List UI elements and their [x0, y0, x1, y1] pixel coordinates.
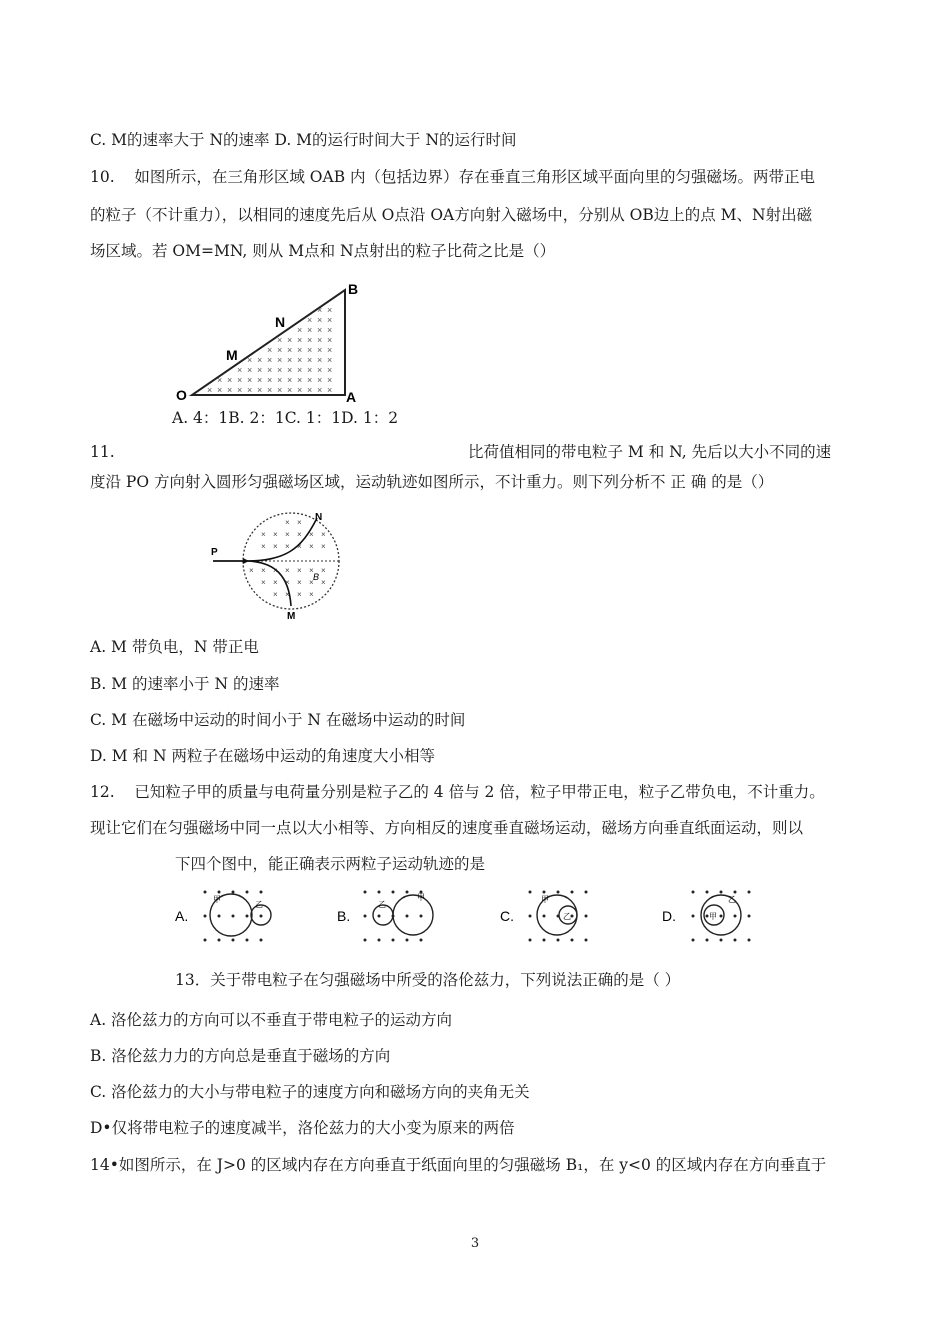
- q11-field-cross: ×: [249, 566, 254, 575]
- q10-field-cross: ×: [287, 375, 293, 385]
- q12-field-dot: [706, 939, 709, 942]
- q12-a-label-jia: 甲: [213, 895, 221, 904]
- q10-field-cross: ×: [267, 385, 273, 395]
- q12-b-jia-orbit: [393, 895, 433, 935]
- q10-field-cross: ×: [267, 345, 273, 355]
- q10-line2: 的粒子（不计重力），以相同的速度先后从 O点沿 OA方向射入磁场中，分别从 OB边上的点 M、N射出磁: [90, 206, 813, 224]
- q11-label-m: M: [287, 611, 296, 622]
- q12-field-dot: [232, 891, 235, 894]
- q11-line1: 比荷值相同的带电粒子 M 和 N, 先后以大小不同的速: [468, 443, 832, 461]
- q11-field-cross: ×: [285, 542, 290, 551]
- page-number: 3: [470, 1236, 480, 1251]
- q10-field-cross: ×: [277, 355, 283, 365]
- q10-field-cross: ×: [237, 365, 243, 375]
- q11-label-b: B: [313, 572, 320, 582]
- q11-circle-figure: [205, 508, 345, 623]
- q10-field-cross: ×: [287, 365, 293, 375]
- q10-field-cross: ×: [287, 355, 293, 365]
- q11-field-cross: ×: [297, 518, 302, 527]
- q10-field-cross: ×: [257, 385, 263, 395]
- q11-label-p: P: [211, 547, 218, 558]
- q11-line2: 度沿 PO 方向射入圆形匀强磁场区域，运动轨迹如图所示，不计重力。则下列分析不 正 确 的是（）: [90, 473, 774, 491]
- q12-field-dot: [734, 915, 737, 918]
- q12-b-label-jia: 甲: [417, 893, 425, 902]
- q11-field-cross: ×: [309, 566, 314, 575]
- q10-stem-1: 如图所示，在三角形区域 OAB 内（包括边界）存在垂直三角形区域平面向里的匀强磁场。两带正电: [134, 168, 816, 186]
- q12-field-dot: [585, 939, 588, 942]
- q10-triangle-figure: [170, 280, 370, 402]
- q10-field-cross: ×: [307, 375, 313, 385]
- q13-option-c: C. 洛伦兹力的大小与带电粒子的速度方向和磁场方向的夹角无关: [90, 1083, 530, 1101]
- q10-field-cross: ×: [327, 385, 333, 395]
- q13-stem: 13．关于带电粒子在匀强磁场中所受的洛伦兹力，下列说法正确的是（ ）: [175, 971, 681, 989]
- q10-line1: [90, 167, 815, 187]
- q10-field-cross: ×: [327, 345, 333, 355]
- q12-b-label-yi: 乙: [378, 900, 386, 909]
- q11-field-cross: ×: [273, 530, 278, 539]
- q10-field-cross: ×: [327, 365, 333, 375]
- q10-field-cross: ×: [327, 325, 333, 335]
- q11-field-cross: ×: [261, 566, 266, 575]
- q12-field-dot: [378, 891, 381, 894]
- q13-option-a: A. 洛伦兹力的方向可以不垂直于带电粒子的运动方向: [90, 1011, 453, 1029]
- q12-field-dot: [571, 939, 574, 942]
- q12-field-dot: [748, 915, 751, 918]
- q10-field-cross: ×: [307, 315, 313, 325]
- q12-field-dot: [246, 939, 249, 942]
- q10-field-cross: ×: [327, 355, 333, 365]
- q10-field-cross: ×: [277, 385, 283, 395]
- q12-field-dot: [585, 915, 588, 918]
- q10-field-cross: ×: [287, 385, 293, 395]
- q10-field-cross: ×: [307, 345, 313, 355]
- q12-field-dot: [218, 891, 221, 894]
- q12-field-dot: [246, 915, 249, 918]
- q11-field-cross: ×: [285, 590, 290, 599]
- q10-field-cross: ×: [307, 385, 313, 395]
- q10-label-a: A: [346, 389, 357, 402]
- q11-field-cross: ×: [309, 578, 314, 587]
- q12-number: 12.: [90, 783, 115, 801]
- q10-field-cross: ×: [297, 375, 303, 385]
- q12-field-dot: [529, 891, 532, 894]
- q10-field-cross: ×: [237, 385, 243, 395]
- q10-field-cross: ×: [307, 325, 313, 335]
- q11-field-cross: ×: [285, 530, 290, 539]
- q10-field-cross: ×: [327, 305, 333, 315]
- q10-field-cross: ×: [277, 335, 283, 345]
- q10-field-cross: ×: [317, 325, 323, 335]
- q10-field-cross: ×: [257, 375, 263, 385]
- q10-field-cross: ×: [247, 385, 253, 395]
- q10-field-cross: ×: [227, 375, 233, 385]
- q11-field-cross: ×: [285, 578, 290, 587]
- q11-field-cross: ×: [273, 578, 278, 587]
- q12-field-dot: [720, 891, 723, 894]
- q10-label-m: M: [226, 347, 238, 363]
- q12-field-dot: [692, 939, 695, 942]
- q10-field-cross: ×: [217, 385, 223, 395]
- q9-options-cd: C. M的速率大于 N的速率 D. M的运行时间大于 N的运行时间: [90, 131, 517, 149]
- q12-field-dot: [218, 915, 221, 918]
- q12-field-dot: [692, 891, 695, 894]
- q12-field-dot: [585, 891, 588, 894]
- q12-field-dot: [529, 939, 532, 942]
- q10-options: A. 4：1B. 2：1C. 1：1D. 1：2: [172, 409, 399, 427]
- q10-field-cross: ×: [297, 385, 303, 395]
- q11-field-cross: ×: [297, 578, 302, 587]
- q12-c-label-yi: 乙: [563, 912, 571, 921]
- q11-field-cross: ×: [309, 590, 314, 599]
- q12-d-label-yi: 乙: [728, 895, 736, 904]
- q12-field-dot: [378, 939, 381, 942]
- q12-line1: [90, 782, 825, 802]
- q11-field-cross: ×: [261, 530, 266, 539]
- q12-field-dot: [543, 891, 546, 894]
- q10-field-cross: ×: [277, 365, 283, 375]
- q11-field-cross: ×: [297, 542, 302, 551]
- q10-field-cross: ×: [317, 345, 323, 355]
- q10-field-cross: ×: [317, 375, 323, 385]
- q10-field-cross: ×: [267, 375, 273, 385]
- q12-field-dot: [246, 891, 249, 894]
- q10-field-cross: ×: [307, 355, 313, 365]
- q10-field-cross: ×: [247, 365, 253, 375]
- q12-field-dot: [748, 891, 751, 894]
- q12-field-dot: [260, 915, 263, 918]
- q12-field-dot: [720, 939, 723, 942]
- q12-field-dot: [557, 939, 560, 942]
- q12-field-dot: [204, 915, 207, 918]
- q10-label-n: N: [275, 314, 286, 330]
- q10-field-cross: ×: [227, 385, 233, 395]
- q11-trajectory-n: [245, 518, 317, 561]
- q10-label-o: O: [176, 387, 187, 402]
- q12-letter-b: B.: [337, 908, 351, 924]
- q10-field-cross: ×: [317, 355, 323, 365]
- q12-field-dot: [406, 891, 409, 894]
- q12-field-dot: [232, 915, 235, 918]
- q10-field-cross: ×: [257, 355, 263, 365]
- q11-field-cross: ×: [285, 566, 290, 575]
- q12-d-label-jia: 甲: [709, 912, 717, 921]
- q12-letter-c: C.: [500, 908, 514, 924]
- q10-field-cross: ×: [317, 315, 323, 325]
- q12-field-dot: [392, 891, 395, 894]
- q10-field-cross: ×: [317, 335, 323, 345]
- q10-field-cross: ×: [327, 335, 333, 345]
- q12-a-label-yi: 乙: [255, 900, 263, 909]
- q11-field-cross: ×: [297, 530, 302, 539]
- q12-field-dot: [232, 939, 235, 942]
- q11-field-cross: ×: [309, 530, 314, 539]
- q12-stem-1: 已知粒子甲的质量与电荷量分别是粒子乙的 4 倍与 2 倍，粒子甲带正电，粒子乙带负电，不计重力。: [134, 783, 825, 801]
- q11-label-n: N: [315, 512, 323, 523]
- q10-field-cross: ×: [247, 375, 253, 385]
- q11-field-cross: ×: [273, 542, 278, 551]
- q11-field-cross: ×: [321, 578, 326, 587]
- q10-field-cross: ×: [307, 365, 313, 375]
- q11-option-c: C. M 在磁场中运动的时间小于 N 在磁场中运动的时间: [90, 711, 466, 729]
- q11-option-a: A. M 带负电，N 带正电: [90, 638, 259, 656]
- q10-field-cross: ×: [297, 365, 303, 375]
- q10-label-b: B: [348, 281, 359, 297]
- q10-field-cross: ×: [277, 375, 283, 385]
- q12-line3: 下四个图中，能正确表示两粒子运动轨迹的是: [175, 855, 486, 873]
- q11-field-cross: ×: [321, 530, 326, 539]
- q10-field-cross: ×: [257, 365, 263, 375]
- q12-field-dot: [557, 891, 560, 894]
- q10-line3: 场区域。若 OM=MN, 则从 M点和 N点射出的粒子比荷之比是（）: [90, 242, 556, 260]
- q10-field-cross: ×: [217, 375, 223, 385]
- q12-field-dot: [748, 939, 751, 942]
- q12-letter-a: A.: [175, 908, 189, 924]
- q12-line2: 现让它们在匀强磁场中同一点以大小相等、方向相反的速度垂直磁场运动，磁场方向垂直纸面运动，则以: [90, 819, 804, 837]
- q12-field-dot: [420, 915, 423, 918]
- q10-field-cross: ×: [287, 345, 293, 355]
- q10-field-cross: ×: [307, 335, 313, 345]
- q13-option-b: B. 洛伦兹力力的方向总是垂直于磁场的方向: [90, 1047, 391, 1065]
- q12-options-figure: [165, 880, 775, 950]
- q11-field-cross: ×: [261, 578, 266, 587]
- q12-field-dot: [204, 891, 207, 894]
- q12-field-dot: [529, 915, 532, 918]
- q10-field-cross: ×: [317, 365, 323, 375]
- q10-field-cross: ×: [317, 385, 323, 395]
- q10-field-cross: ×: [317, 305, 323, 315]
- q10-field-cross: ×: [327, 315, 333, 325]
- q11-option-d: D. M 和 N 两粒子在磁场中运动的角速度大小相等: [90, 747, 435, 765]
- q10-number: 10.: [90, 168, 115, 186]
- q12-field-dot: [218, 939, 221, 942]
- q10-field-cross: ×: [327, 375, 333, 385]
- q10-field-cross: ×: [267, 355, 273, 365]
- q11-field-cross: ×: [297, 566, 302, 575]
- q10-field-cross: ×: [297, 355, 303, 365]
- q12-field-dot: [706, 891, 709, 894]
- q12-letter-d: D.: [662, 908, 676, 924]
- q12-field-dot: [364, 939, 367, 942]
- q10-field-cross: ×: [287, 335, 293, 345]
- q10-field-cross: ×: [237, 375, 243, 385]
- q10-field-cross: ×: [297, 345, 303, 355]
- q12-field-dot: [543, 915, 546, 918]
- q12-field-dot: [392, 939, 395, 942]
- q10-field-cross: ×: [297, 335, 303, 345]
- q12-field-dot: [260, 939, 263, 942]
- q10-field-cross: ×: [247, 355, 253, 365]
- q12-field-dot: [571, 891, 574, 894]
- q12-c-label-jia: 甲: [541, 895, 549, 904]
- q11-field-cross: ×: [273, 566, 278, 575]
- q11-number: 11.: [90, 443, 115, 461]
- q12-field-dot: [406, 915, 409, 918]
- q12-field-dot: [204, 939, 207, 942]
- q12-field-dot: [378, 915, 381, 918]
- q11-field-cross: ×: [261, 542, 266, 551]
- q12-field-dot: [543, 939, 546, 942]
- q10-field-cross: ×: [297, 325, 303, 335]
- q12-field-dot: [260, 891, 263, 894]
- q10-field-cross: ×: [267, 365, 273, 375]
- q12-field-dot: [406, 939, 409, 942]
- q11-option-b: B. M 的速率小于 N 的速率: [90, 675, 280, 693]
- q11-field-cross: ×: [297, 590, 302, 599]
- q12-field-dot: [364, 891, 367, 894]
- q10-field-cross: ×: [277, 345, 283, 355]
- q11-field-cross: ×: [285, 518, 290, 527]
- q12-field-dot: [692, 915, 695, 918]
- q12-field-dot: [364, 915, 367, 918]
- q13-option-d: D•仅将带电粒子的速度减半，洛伦兹力的大小变为原来的两倍: [90, 1119, 515, 1137]
- q12-field-dot: [720, 915, 723, 918]
- q14-line1: 14•如图所示，在 J>0 的区域内存在方向垂直于纸面向里的匀强磁场 B₁，在 y<0 的区域内存在方向垂直于: [90, 1156, 827, 1174]
- q11-field-cross: ×: [309, 542, 314, 551]
- q12-field-dot: [734, 939, 737, 942]
- q11-field-cross: ×: [273, 590, 278, 599]
- q12-field-dot: [734, 891, 737, 894]
- q11-field-cross: ×: [321, 542, 326, 551]
- q10-field-cross: ×: [207, 385, 213, 395]
- q12-field-dot: [420, 939, 423, 942]
- q11-field-cross: ×: [321, 566, 326, 575]
